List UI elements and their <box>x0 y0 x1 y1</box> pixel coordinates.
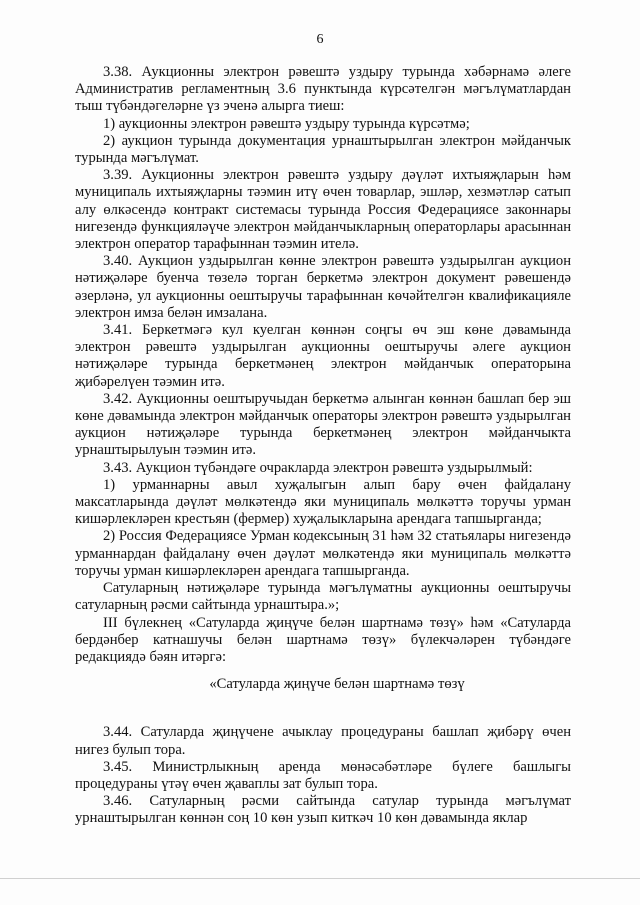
paragraph-3-46: 3.46. Сатуларның рәсми сайтында сатулар турында мәгълүмат урнаштырылган көннән соң 10 көн узып киткәч 10 көн дәвамында яклар <box>75 793 571 827</box>
list-item-1-agriculture: 1) урманнарны авыл хуҗалыгын алып бару өчен файдалану максатларында дәүләт мөлкәтендә яки муниципаль мөлкәттә торучы урман кишәрлекләрен крестьян (фермер) хуҗалыкларына арендага тапшырганда; <box>75 476 571 528</box>
paragraph-results-publication: Сатуларның нәтиҗәләре турында мәгълүматны аукционны оештыручы сатуларның рәсми сайтында урнаштыра.»; <box>75 580 571 614</box>
paragraph-3-38: 3.38. Аукционны электрон рәвештә уздыру турында хәбәрнамә әлеге Административ регламентның 3.6 пунктында күрсәтелгән мәгълүматлардан тыш түбәндәгеләрне үз эченә алырга тиеш: <box>75 64 571 115</box>
list-item-2-forest-code: 2) Россия Федерациясе Урман кодексының 31 һәм 32 статьялары нигезендә урманнардан файдалану өчен дәүләт мөлкәтендә яки муниципаль мөлкәттә торучы урман кишәрлекләрен арендага тапшырганда. <box>75 528 571 579</box>
list-item-2-platform-info: 2) аукцион турында документация урнаштырылган электрон мәйданчык турында мәгълүмат. <box>75 132 571 167</box>
page-number: 6 <box>316 32 324 47</box>
paragraph-3-45: 3.45. Министрлыкның аренда мөнәсәбәтләре бүлеге башлыгы процедураны үтәү өчен җаваплы зат булып тора. <box>75 758 571 792</box>
paragraph-3-43: 3.43. Аукцион түбәндәге очракларда электрон рәвештә уздырылмый: <box>103 459 533 476</box>
paragraph-3-39: 3.39. Аукционны электрон рәвештә уздыру дәүләт ихтыяҗларын һәм муниципаль ихтыяҗларны тәэмин итү өчен товарлар, эшләр, хезмәтләр сатып алу өлкәсендә контракт системасы турында Россия Федерациясе законнары нигезендә функцияләүче электрон мәйданчыкларның операторлары арасыннан электрон оператор тарафыннан тәэмин ителә. <box>75 167 571 253</box>
document-body <box>75 64 571 828</box>
paragraph-3-44: 3.44. Сатуларда җиңүчене ачыклау процедураны башлап җибәрү өчен нигез булып тора. <box>75 724 571 758</box>
paragraph-3-40: 3.40. Аукцион уздырылган көнне электрон рәвештә уздырылган аукцион нәтиҗәләре буенча төзелә торган беркетмә электрон документ рәвешендә әзерләнә, ул аукционны оештыручы тарафыннан көчәйтелгән квалификацияле электрон имза белән имзалана. <box>75 253 571 321</box>
scan-bottom-edge <box>0 878 640 879</box>
paragraph-3-42: 3.42. Аукционны оештыручыдан беркетмә алынган көннән башлап бер эш көне дәвамында электрон мәйданчык операторы электрон рәвештә уздырылган аукцион нәтиҗәләре турында беркетмәнең электрон мәйданчыкта урнаштырылуын тәэмин итә. <box>75 390 571 459</box>
paragraph-section-iii-edit: III бүлекнең «Сатуларда җиңүче белән шартнамә төзү» һәм «Сатуларда бердәнбер катнашучы белән шартнамә төзү» бүлекчәләрен түбәндәге редакциядә бәян итәргә: <box>75 614 571 665</box>
paragraph-3-41: 3.41. Беркетмәгә кул куелган көннән соңгы өч эш көне дәвамында электрон рәвештә уздырылган аукционны оештыручы әлеге аукцион нәтиҗәләре турында беркетмәнең электрон мәйданчык операторына җибәрелүен тәэмин итә. <box>75 322 571 390</box>
section-heading: «Сатуларда җиңүче белән шартнамә төзү <box>209 676 465 693</box>
list-item-1-electronic-indication: 1) аукционны электрон рәвештә уздыру турында күрсәтмә; <box>103 115 470 132</box>
